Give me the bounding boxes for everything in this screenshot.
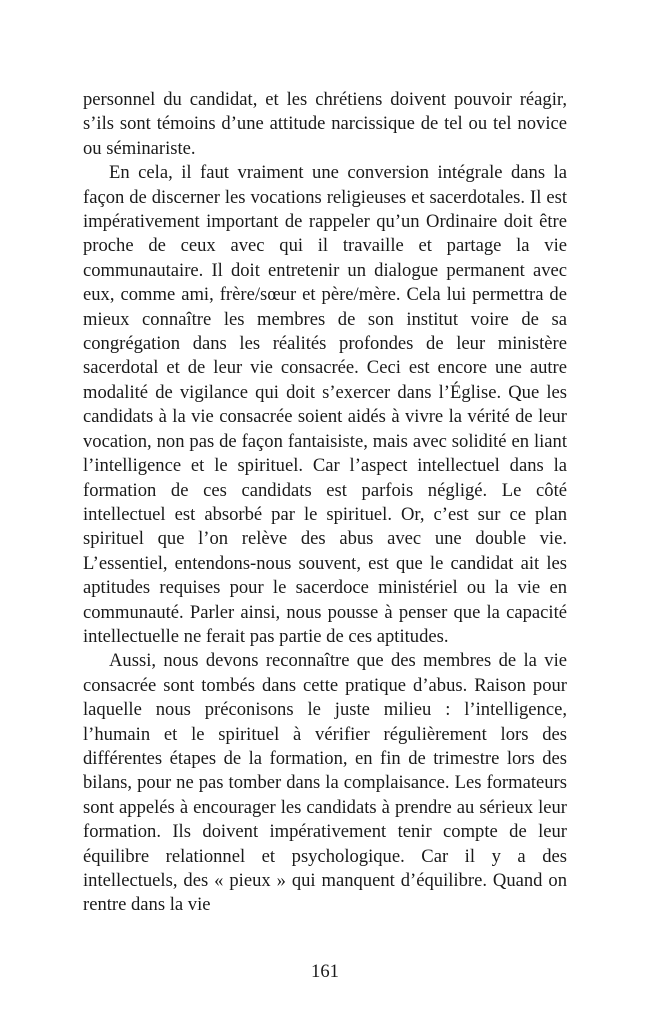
paragraph-1: personnel du candidat, et les chrétiens doivent pouvoir réagir, s’ils sont témoins d’une attitude narcissique de tel ou tel novice ou séminariste. [83,89,567,159]
body-text [83,88,567,918]
paragraph-2: En cela, il faut vraiment une conversion intégrale dans la façon de discerner les vocations religieuses et sacerdotales. Il est impérativement important de rappeler qu’un Ordinaire doit être proche de ceux avec qui il travaille et partage la vie communautaire. Il doit entretenir un dialogue permanent avec eux, comme ami, frère/sœur et père/mère. Cela lui permettra de mieux connaître les membres de son institut voire de sa congrégation dans les réalités profondes de leur ministère sacerdotal et de leur vie consacrée. Ceci est encore une autre modalité de vigilance qui doit s’exercer dans l’Église. Que les candidats à la vie consacrée soient aidés à vivre la vérité de leur vocation, non pas de façon fantaisiste, mais avec solidité en liant l’intelligence et le spirituel. Car l’aspect intellectuel dans la formation de ces candidats est parfois négligé. Le côté intellectuel est absorbé par le spirituel. Or, c’est sur ce plan spirituel que l’on relève des abus avec une double vie. L’essentiel, entendons-nous souvent, est que le candidat ait les aptitudes requises pour le sacerdoce ministériel ou la vie en communauté. Parler ainsi, nous pousse à penser que la capacité intellectuelle ne ferait pas partie de ces aptitudes. [83,162,567,647]
page-number: 161 [311,961,339,982]
paragraph-3: Aussi, nous devons reconnaître que des membres de la vie consacrée sont tombés dans cette pratique d’abus. Raison pour laquelle nous préconisons le juste milieu : l’intelligence, l’humain et le spirituel à vérifier régulièrement lors des différentes étapes de la formation, en fin de trimestre lors des bilans, pour ne pas tomber dans la complaisance. Les formateurs sont appelés à encourager les candidats à prendre au sérieux leur formation. Ils doivent impérativement tenir compte de leur équilibre relationnel et psychologique. Car il y a des intellectuels, des « pieux » qui manquent d’équilibre. Quand on rentre dans la vie [83,650,567,916]
